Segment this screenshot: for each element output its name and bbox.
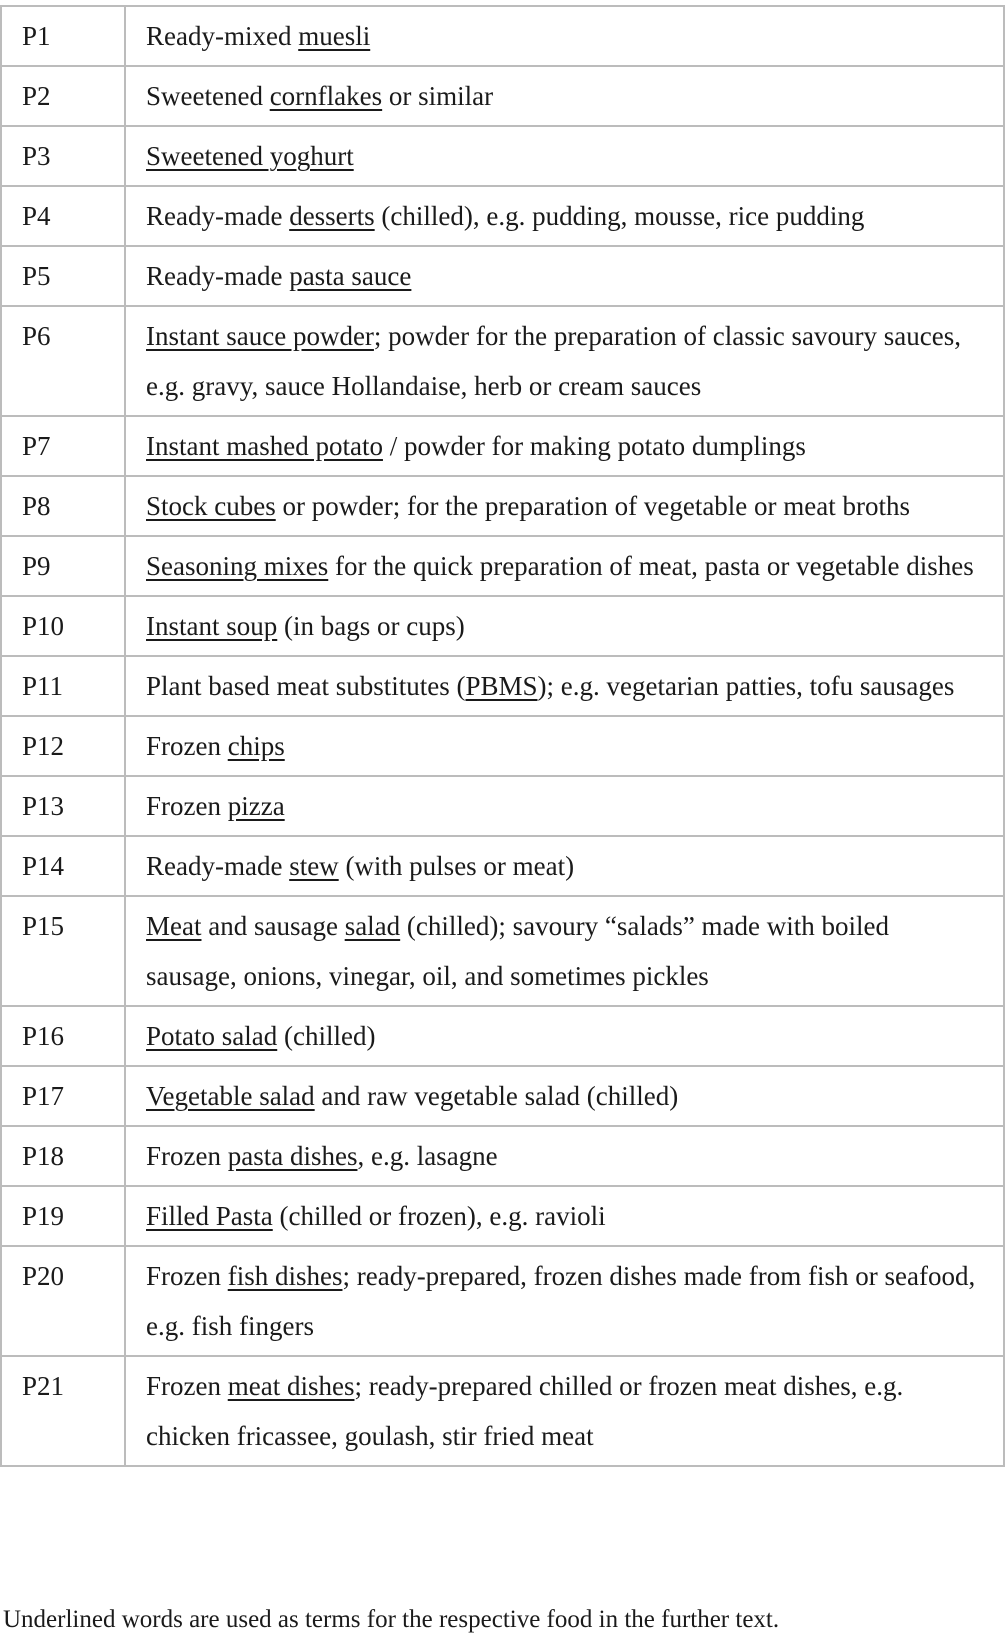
food-term: muesli <box>298 21 371 51</box>
food-term: Seasoning mixes <box>146 551 329 581</box>
product-description <box>125 896 1004 1006</box>
description-text: (chilled or frozen), e.g. ravioli <box>272 1201 606 1231</box>
table-row <box>1 1126 1004 1186</box>
product-code: P16 <box>1 1006 125 1066</box>
description-text: Frozen <box>146 1141 228 1171</box>
description-text: (chilled), e.g. pudding, mousse, rice pudding <box>374 201 865 231</box>
table-row <box>1 6 1004 66</box>
food-term: PBMS <box>465 671 538 701</box>
product-description <box>125 66 1004 126</box>
description-text: or similar <box>382 81 494 111</box>
description-text: Ready-made <box>146 261 290 291</box>
product-description <box>125 416 1004 476</box>
description-text: Ready-made <box>146 201 290 231</box>
food-term: Instant soup <box>146 611 278 641</box>
description-text: Ready-mixed <box>146 21 299 51</box>
food-term: Meat <box>146 911 202 941</box>
description-text: ; ready-prepared, frozen dishes made from fish or seafood, e.g. fish fingers <box>146 1261 976 1341</box>
food-term: pasta dishes <box>227 1141 358 1171</box>
table-row <box>1 536 1004 596</box>
food-term: chips <box>227 731 285 761</box>
food-term: Sweetened yoghurt <box>146 141 354 171</box>
food-term: Filled Pasta <box>146 1201 273 1231</box>
product-code: P1 <box>1 6 125 66</box>
food-term: fish dishes <box>227 1261 343 1291</box>
product-description <box>125 656 1004 716</box>
product-description <box>125 246 1004 306</box>
table-row <box>1 596 1004 656</box>
product-code: P14 <box>1 836 125 896</box>
description-text: or powder; for the preparation of vegetable or meat broths <box>275 491 910 521</box>
table-footnote: Underlined words are used as terms for the respective food in the further text. <box>3 1606 780 1633</box>
product-description <box>125 1246 1004 1356</box>
description-text: Plant based meat substitutes ( <box>146 671 466 701</box>
product-code: P5 <box>1 246 125 306</box>
product-description <box>125 476 1004 536</box>
product-code: P8 <box>1 476 125 536</box>
description-text: and sausage <box>201 911 345 941</box>
product-description <box>125 1006 1004 1066</box>
table-row <box>1 186 1004 246</box>
table-row <box>1 896 1004 1006</box>
product-description <box>125 126 1004 186</box>
product-description <box>125 6 1004 66</box>
product-code: P20 <box>1 1246 125 1356</box>
table-row <box>1 776 1004 836</box>
description-text: (chilled); savoury “salads” made with boiled sausage, onions, vinegar, oil, and sometimes pickles <box>146 911 890 991</box>
food-term: salad <box>344 911 401 941</box>
description-text: (in bags or cups) <box>277 611 465 641</box>
description-text: Frozen <box>146 731 228 761</box>
product-code: P3 <box>1 126 125 186</box>
table-row <box>1 716 1004 776</box>
product-description <box>125 716 1004 776</box>
table-row <box>1 66 1004 126</box>
food-term: Instant mashed potato <box>146 431 383 461</box>
food-term: Stock cubes <box>146 491 276 521</box>
product-code: P11 <box>1 656 125 716</box>
table-row <box>1 416 1004 476</box>
description-text: , e.g. lasagne <box>357 1141 498 1171</box>
products-table <box>0 5 1005 1467</box>
description-text: Frozen <box>146 1261 228 1291</box>
product-description <box>125 836 1004 896</box>
description-text: Ready-made <box>146 851 290 881</box>
product-description <box>125 536 1004 596</box>
table-row <box>1 306 1004 416</box>
product-description <box>125 186 1004 246</box>
product-code: P13 <box>1 776 125 836</box>
product-description <box>125 1126 1004 1186</box>
food-term: desserts <box>289 201 375 231</box>
food-term: Instant sauce powder <box>146 321 374 351</box>
table-row <box>1 1246 1004 1356</box>
description-text: and raw vegetable salad (chilled) <box>314 1081 679 1111</box>
food-term: meat dishes <box>227 1371 355 1401</box>
table-row <box>1 246 1004 306</box>
product-code: P10 <box>1 596 125 656</box>
table-row <box>1 126 1004 186</box>
description-text: / powder for making potato dumplings <box>382 431 806 461</box>
food-term: cornflakes <box>269 81 383 111</box>
description-text: (chilled) <box>277 1021 376 1051</box>
product-code: P2 <box>1 66 125 126</box>
description-text: (with pulses or meat) <box>338 851 575 881</box>
product-description <box>125 776 1004 836</box>
food-term: Potato salad <box>146 1021 278 1051</box>
product-code: P17 <box>1 1066 125 1126</box>
product-code: P6 <box>1 306 125 416</box>
food-term: pasta sauce <box>289 261 412 291</box>
table-row <box>1 1356 1004 1466</box>
table-row <box>1 1006 1004 1066</box>
food-term: stew <box>289 851 339 881</box>
product-description <box>125 1186 1004 1246</box>
product-code: P4 <box>1 186 125 246</box>
food-term: pizza <box>227 791 285 821</box>
table-row <box>1 476 1004 536</box>
description-text: ); e.g. vegetarian patties, tofu sausages <box>537 671 955 701</box>
table-row <box>1 656 1004 716</box>
product-description <box>125 596 1004 656</box>
product-code: P15 <box>1 896 125 1006</box>
description-text: for the quick preparation of meat, pasta or vegetable dishes <box>328 551 974 581</box>
products-table-body <box>1 6 1004 1466</box>
product-code: P12 <box>1 716 125 776</box>
description-text: Frozen <box>146 1371 228 1401</box>
description-text: Sweetened <box>146 81 270 111</box>
food-term: Vegetable salad <box>146 1081 315 1111</box>
product-code: P7 <box>1 416 125 476</box>
product-description <box>125 1066 1004 1126</box>
table-row <box>1 836 1004 896</box>
product-code: P19 <box>1 1186 125 1246</box>
product-code: P18 <box>1 1126 125 1186</box>
product-description <box>125 1356 1004 1466</box>
product-code: P21 <box>1 1356 125 1466</box>
table-row <box>1 1066 1004 1126</box>
table-row <box>1 1186 1004 1246</box>
description-text: ; ready-prepared chilled or frozen meat dishes, e.g. chicken fricassee, goulash, stir fried meat <box>146 1371 904 1451</box>
product-description <box>125 306 1004 416</box>
description-text: Frozen <box>146 791 228 821</box>
product-code: P9 <box>1 536 125 596</box>
description-text: ; powder for the preparation of classic savoury sauces, e.g. gravy, sauce Hollandaise, herb or cream sauces <box>146 321 961 401</box>
